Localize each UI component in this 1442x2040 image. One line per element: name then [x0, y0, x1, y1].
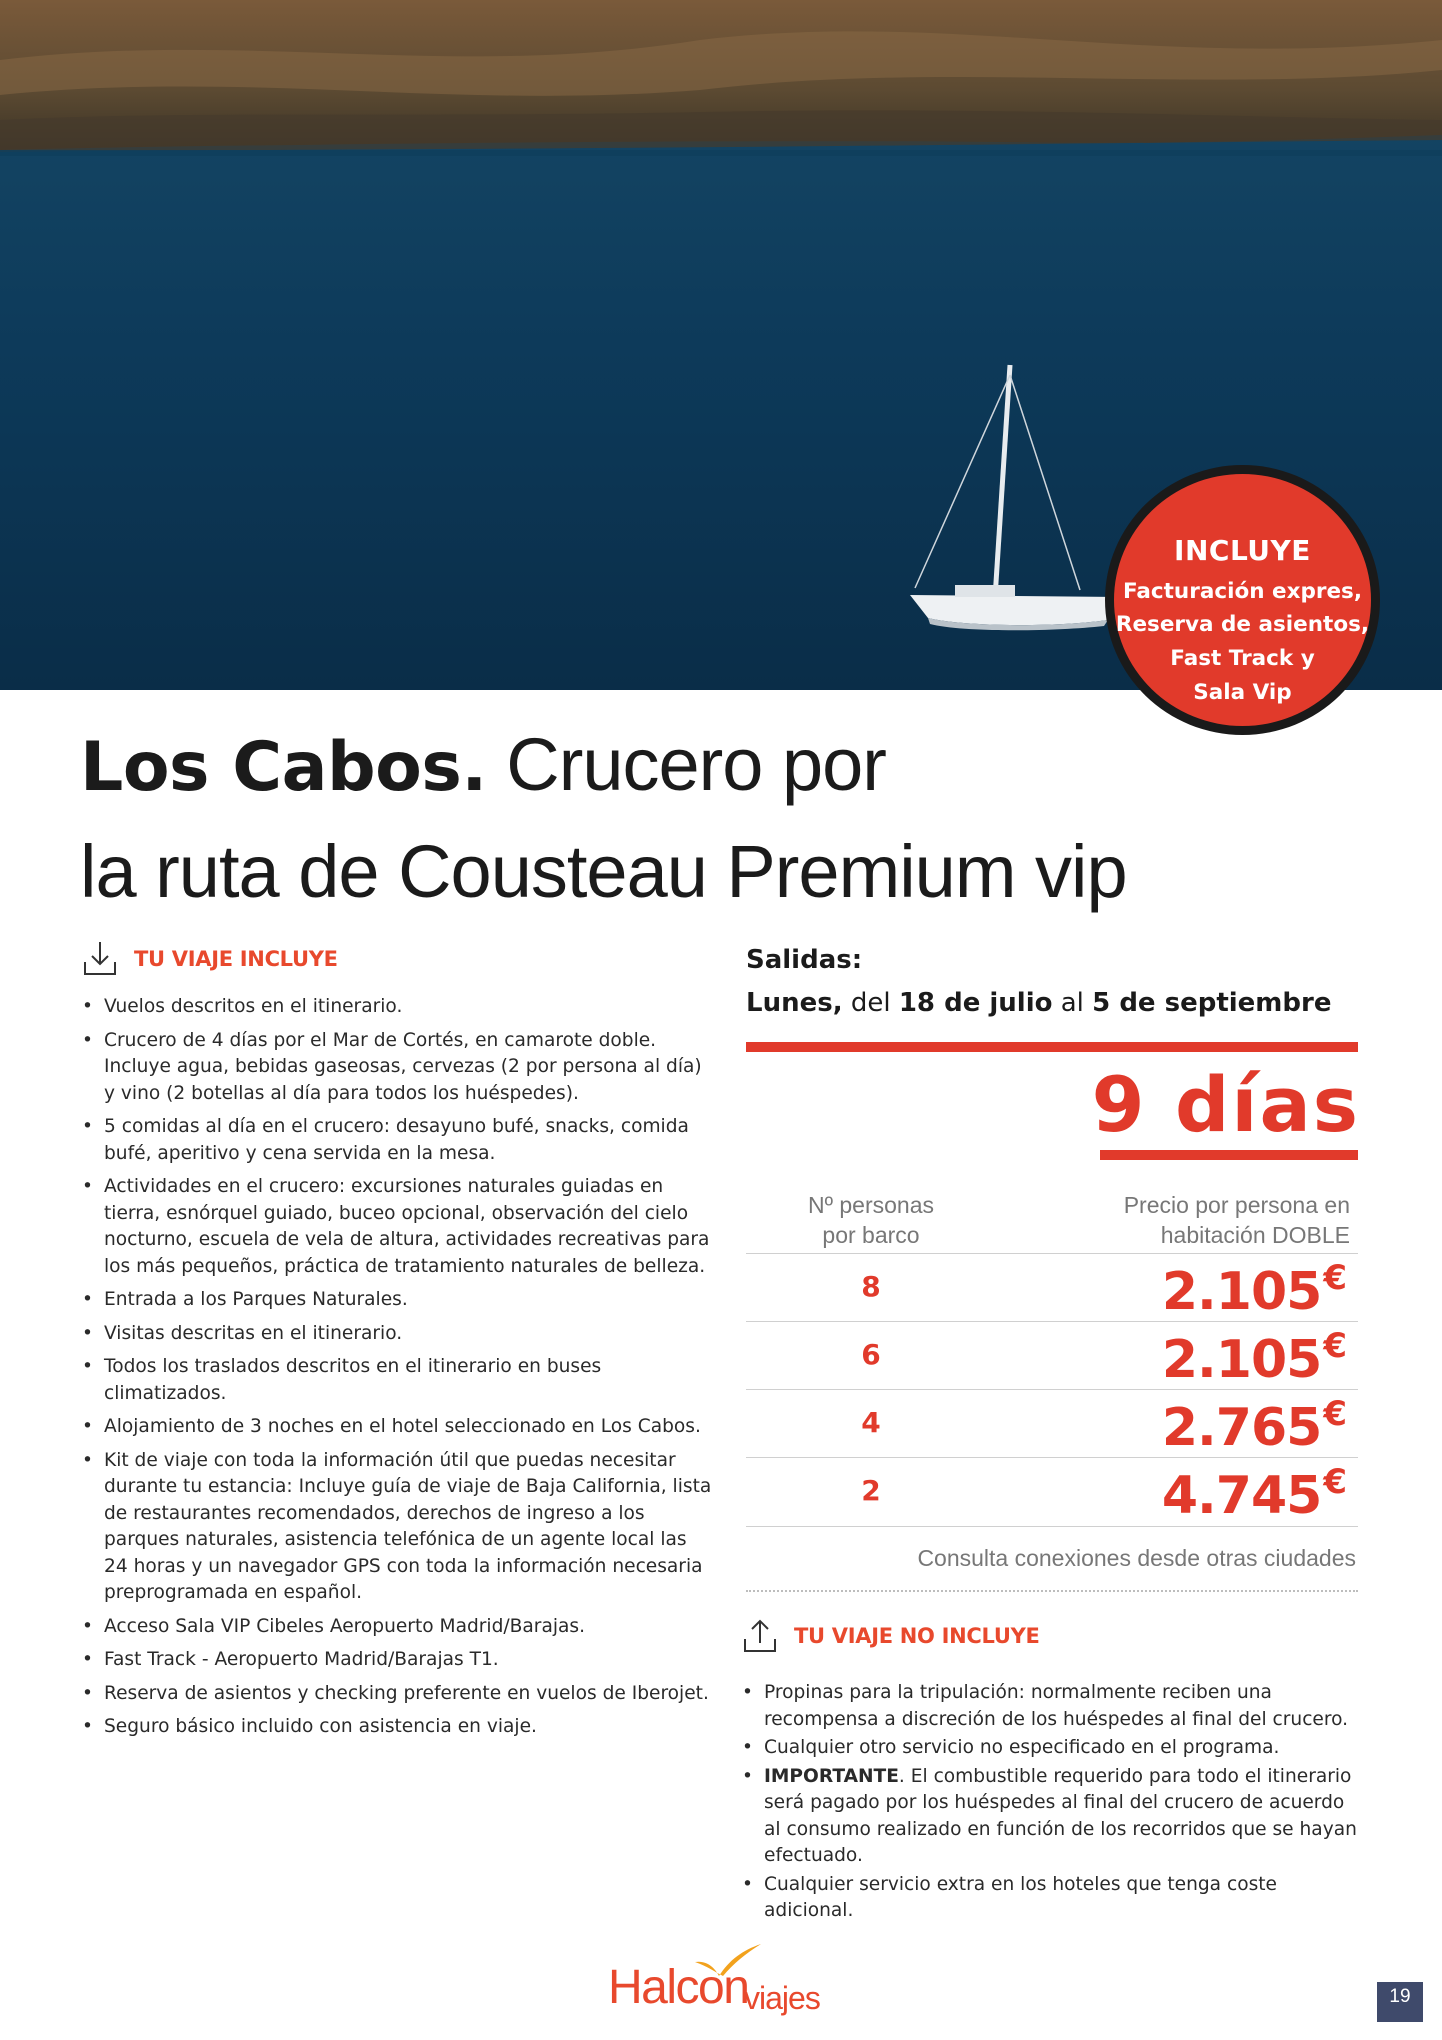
- table-row: [746, 1321, 1358, 1389]
- dotted-divider: [746, 1590, 1358, 1592]
- badge-title: INCLUYE: [1174, 534, 1311, 567]
- list-item: • Vuelos descritos en el itinerario.: [82, 994, 712, 1021]
- brand-logo: [608, 1940, 848, 2020]
- list-item: • Visitas descritas en el itinerario.: [82, 1321, 712, 1348]
- list-item: • Todos los traslados descritos en el itinerario en buses climatizados.: [82, 1354, 712, 1407]
- table-row: [746, 1457, 1358, 1525]
- badge-line: Facturación expres,: [1122, 579, 1363, 604]
- departure-from: 18 de julio: [898, 988, 1053, 1018]
- logo-halcon: Halcon: [608, 1961, 749, 2014]
- col-header-pax-line2: por barco: [822, 1222, 920, 1248]
- list-item: • Propinas para la tripulación: normalmente reciben una recompensa a discreción de los huéspedes al final del crucero.: [742, 1680, 1362, 1733]
- page-number: 19: [1377, 1982, 1423, 2022]
- price-value: 2.105: [1161, 1330, 1322, 1390]
- list-item: • Crucero de 4 días por el Mar de Cortés, en camarote doble. Incluye agua, bebidas gaseosas, cervezas (2 por persona al día) y vino (2 botellas al día para todos los huéspedes).: [82, 1028, 712, 1108]
- list-item: • Acceso Sala VIP Cibeles Aeropuerto Madrid/Barajas.: [82, 1614, 712, 1641]
- list-item: • Fast Track - Aeropuerto Madrid/Barajas T1.: [82, 1647, 712, 1674]
- upload-icon: [742, 1617, 778, 1655]
- page-title: [80, 722, 1280, 936]
- list-item: • Cualquier otro servicio no especificado en el programa.: [742, 1735, 1362, 1762]
- list-item: • Alojamiento de 3 noches en el hotel seleccionado en Los Cabos.: [82, 1414, 712, 1441]
- hero-image: [0, 0, 1442, 705]
- col-header-price-line2: habitación DOBLE: [1160, 1222, 1350, 1248]
- includes-list: [82, 994, 712, 1748]
- badge-line: Fast Track y: [1170, 646, 1315, 671]
- divider-bar: [746, 1042, 1358, 1052]
- includes-heading-label: TU VIAJE INCLUYE: [134, 947, 338, 971]
- list-item: • Entrada a los Parques Naturales.: [82, 1287, 712, 1314]
- not-included-list: [742, 1680, 1362, 1927]
- col-header-pax-line1: Nº personas: [807, 1192, 935, 1218]
- title-light-1: Crucero por: [486, 723, 886, 806]
- list-item: • Actividades en el crucero: excursiones naturales guiadas en tierra, esnórquel guiado, buceo opcional, observación del cielo nocturno, escuela de vela de altura, actividades recreativas para los más pequeños, práctica de tratamiento naturales de belleza.: [82, 1174, 712, 1280]
- pax-count: 4: [861, 1406, 881, 1439]
- not-included-heading: [742, 1617, 1040, 1655]
- logo-viajes: viajes: [744, 1980, 820, 2016]
- departures-dates: [746, 988, 1366, 1018]
- table-row: [746, 1389, 1358, 1457]
- text-al: al: [1052, 988, 1093, 1018]
- col-header-price: [1060, 1190, 1350, 1250]
- duration-underline: [1100, 1150, 1358, 1160]
- departure-day: Lunes,: [746, 988, 843, 1018]
- price-value: 2.105: [1161, 1262, 1322, 1322]
- badge-line: Reserva de asientos,: [1115, 612, 1370, 637]
- download-icon: [82, 940, 118, 978]
- currency-symbol: €: [1323, 1394, 1346, 1434]
- currency-symbol: €: [1323, 1462, 1346, 1502]
- duration: 9 días: [1091, 1060, 1360, 1149]
- departures-label: Salidas:: [746, 945, 863, 975]
- table-row: [746, 1253, 1358, 1321]
- currency-symbol: €: [1323, 1326, 1346, 1366]
- not-included-heading-label: TU VIAJE NO INCLUYE: [794, 1624, 1040, 1648]
- title-bold: Los Cabos.: [80, 728, 487, 807]
- price: [1162, 1394, 1346, 1458]
- pax-count: 8: [861, 1270, 881, 1303]
- col-header-pax: [746, 1190, 996, 1250]
- price-value: 2.765: [1161, 1398, 1322, 1458]
- important-text: . El combustible requerido para todo el itinerario será pagado por los huéspedes al final del crucero de acuerdo al consumo realizado en función de los recorridos que se hayan efectuado.: [764, 1765, 1357, 1866]
- currency-symbol: €: [1323, 1258, 1346, 1298]
- list-item: • 5 comidas al día en el crucero: desayuno bufé, snacks, comida bufé, aperitivo y cena servida en la mesa.: [82, 1114, 712, 1167]
- price: [1162, 1258, 1346, 1322]
- list-item: [742, 1764, 1362, 1870]
- includes-heading: [82, 940, 338, 978]
- departure-to: 5 de septiembre: [1092, 988, 1332, 1018]
- title-light-2: la ruta de Cousteau Premium vip: [80, 830, 1127, 913]
- pax-count: 6: [861, 1338, 881, 1371]
- text-del: del: [842, 988, 899, 1018]
- list-item: • Reserva de asientos y checking preferente en vuelos de Iberojet.: [82, 1681, 712, 1708]
- price-value: 4.745: [1161, 1466, 1322, 1526]
- important-label: IMPORTANTE: [764, 1765, 899, 1787]
- list-item: • Seguro básico incluido con asistencia en viaje.: [82, 1714, 712, 1741]
- table-bottom-rule: [746, 1526, 1358, 1527]
- pax-count: 2: [861, 1474, 881, 1507]
- price: [1162, 1462, 1346, 1526]
- price: [1162, 1326, 1346, 1390]
- connections-note: Consulta conexiones desde otras ciudades: [917, 1545, 1356, 1571]
- list-item: • Cualquier servicio extra en los hoteles que tenga coste adicional.: [742, 1872, 1362, 1925]
- col-header-price-line1: Precio por persona en: [1123, 1192, 1350, 1218]
- badge-line: Sala Vip: [1193, 680, 1292, 705]
- includes-badge: [1105, 465, 1380, 735]
- list-item: • Kit de viaje con toda la información útil que puedas necesitar durante tu estancia: Incluye guía de viaje de Baja California, lista de restaurantes recomendados, derechos de ingreso a los parques naturales, asistencia telefónica de un agente local las 24 horas y un navegador GPS con toda la información necesaria preprogramada en español.: [82, 1448, 712, 1607]
